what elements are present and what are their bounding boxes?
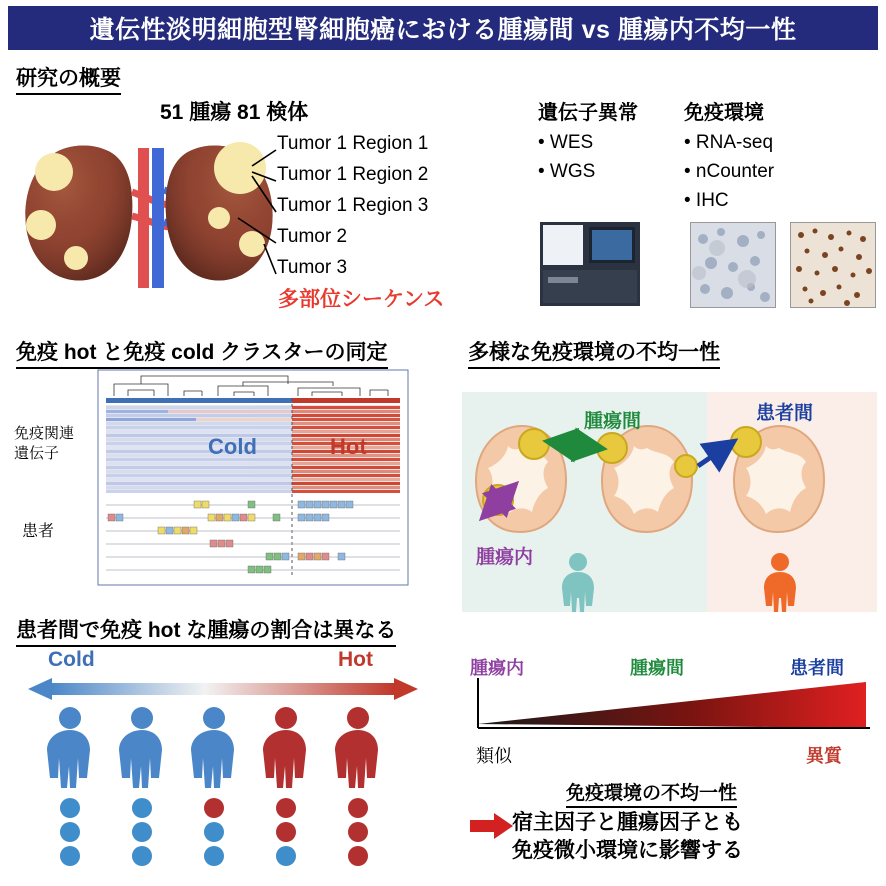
cluster-label-hot: Hot [330, 434, 367, 459]
sample-label-tumor1-region1: Tumor 1 Region 1 [277, 133, 429, 154]
immune-cluster-heatmap [98, 370, 408, 585]
study-overview-heading: 研究の概要 [16, 62, 121, 95]
sample-label-tumor3: Tumor 3 [277, 257, 348, 278]
label-intertumor: 腫瘍間 [584, 411, 642, 432]
sample-label-tumor2: Tumor 2 [277, 226, 348, 247]
triangle-label-interpatient: 患者間 [790, 658, 844, 678]
cluster-label-cold: Cold [208, 434, 257, 459]
heatmap-y-axis-label-line1: 免疫関連 [14, 425, 75, 442]
label-intratumor: 腫瘍内 [476, 547, 534, 568]
proportion-section-heading: 患者間で免疫 hot な腫瘍の割合は異なる [16, 614, 396, 647]
gene-panel-item-wes: • WES [538, 132, 594, 153]
multiregion-sequencing-label: 多部位シーケンス [278, 288, 445, 311]
triangle-axis-heterogeneous: 異質 [806, 746, 842, 766]
label-interpatient: 患者間 [756, 403, 814, 424]
triangle-label-intertumor: 腫瘍間 [630, 658, 684, 678]
right-arrow-icon [470, 812, 514, 840]
immune-panel-item-ihc: • IHC [684, 190, 729, 211]
diversity-section-heading: 多様な免疫環境の不均一性 [468, 336, 720, 369]
triangle-axis-similar: 類似 [476, 746, 512, 766]
immune-panel-heading: 免疫環境 [684, 102, 764, 124]
conclusion-line2: 免疫微小環境に影響する [512, 839, 743, 862]
sample-label-tumor1-region2: Tumor 1 Region 2 [277, 164, 429, 185]
heatmap-y-axis-label [14, 424, 74, 464]
ihc-slide-image-left [690, 222, 776, 308]
heatmap-section-heading: 免疫 hot と免疫 cold クラスターの同定 [16, 336, 388, 369]
page-title-bar [8, 6, 878, 50]
ihc-slide-image-right [790, 222, 876, 308]
conclusion-heading: 免疫環境の不均一性 [566, 778, 737, 808]
gene-panel-heading: 遺伝子異常 [538, 102, 638, 124]
conclusion-line1: 宿主因子と腫瘍因子とも [512, 811, 743, 834]
sample-count-label: 51 腫瘍 81 検体 [160, 101, 309, 124]
cold-hot-gradient-arrow [28, 676, 418, 704]
triangle-label-intratumor: 腫瘍内 [470, 658, 524, 678]
heatmap-y-axis-label-line2: 遺伝子 [14, 445, 60, 462]
sample-label-tumor1-region3: Tumor 1 Region 3 [277, 195, 429, 216]
patient-proportion-figures [28, 706, 418, 878]
sequencer-icon [540, 222, 640, 306]
immune-panel-item-ncounter: • nCounter [684, 161, 775, 182]
proportion-label-cold: Cold [48, 648, 95, 671]
immune-panel-item-rnaseq: • RNA-seq [684, 132, 774, 153]
heatmap-patient-label: 患者 [22, 523, 55, 540]
page-title: 遺伝性淡明細胞型腎細胞癌における腫瘍間 vs 腫瘍内不均一性 [89, 16, 797, 44]
heterogeneity-gradient-triangle [472, 678, 872, 738]
proportion-label-hot: Hot [338, 648, 373, 671]
diversity-kidney-diagram [462, 392, 877, 612]
gene-panel-item-wgs: • WGS [538, 161, 596, 182]
